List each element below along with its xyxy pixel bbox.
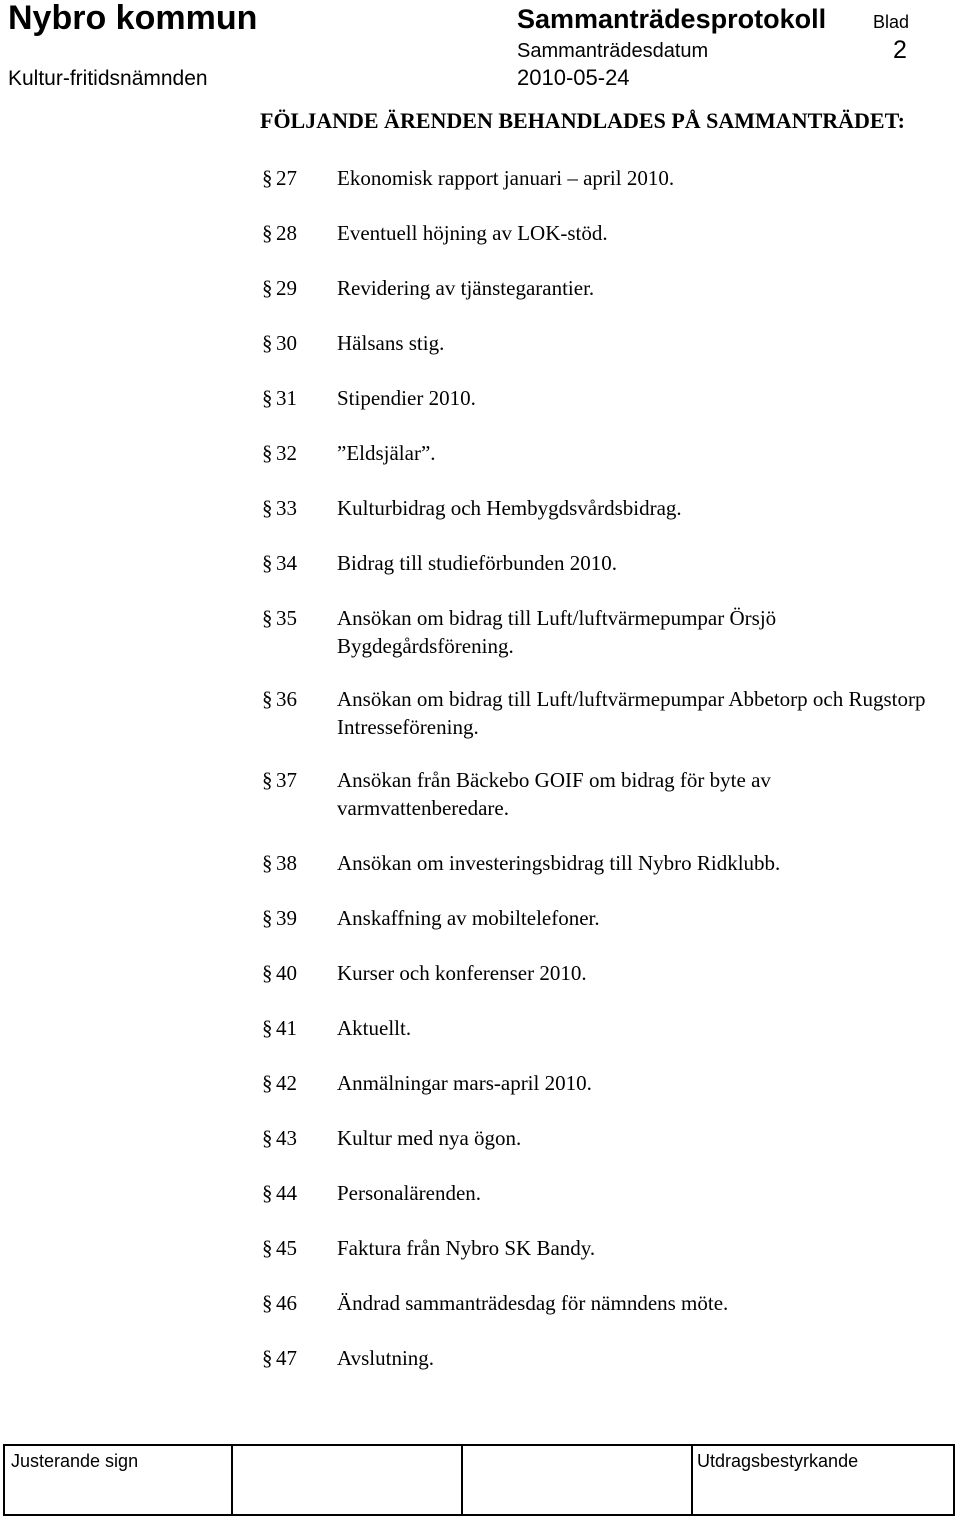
agenda-item-text: Revidering av tjänstegarantier. (337, 276, 595, 300)
agenda-item (262, 494, 942, 522)
section-symbol: § (262, 221, 273, 245)
agenda-item-number: 46 (276, 1291, 297, 1315)
agenda-item-text: Ansökan om bidrag till Luft/luftvärmepumpar Abbetorp och Rugstorp Intresseförening. (337, 687, 926, 739)
agenda-item-number: 31 (276, 386, 297, 410)
section-symbol: § (262, 1236, 273, 1260)
agenda-item-text: Ekonomisk rapport januari – april 2010. (337, 166, 675, 190)
agenda-item-number: 39 (276, 906, 297, 930)
agenda-item-number: 42 (276, 1071, 297, 1095)
agenda-item-number: 30 (276, 331, 297, 355)
agenda-item-number: 36 (276, 687, 297, 711)
agenda-item (262, 219, 942, 247)
agenda-item (262, 1124, 942, 1152)
section-symbol: § (262, 768, 273, 792)
agenda-item (262, 959, 942, 987)
agenda-item (262, 549, 942, 577)
page-label: Blad (873, 12, 910, 32)
page-number: 2 (893, 36, 907, 64)
agenda-item-number: 43 (276, 1126, 297, 1150)
section-symbol: § (262, 1071, 273, 1095)
meeting-date-label: Sammanträdesdatum (517, 40, 709, 62)
agenda-item (262, 604, 942, 660)
agenda-item-number: 47 (276, 1346, 297, 1370)
agenda-item-text: Anmälningar mars-april 2010. (337, 1071, 592, 1095)
section-symbol: § (262, 687, 273, 711)
signature-cell-1 (5, 1446, 233, 1514)
agenda-item-text: Faktura från Nybro SK Bandy. (337, 1236, 596, 1260)
signature-cell-3 (463, 1446, 693, 1514)
agenda-item-number: 41 (276, 1016, 297, 1040)
agenda-item (262, 439, 942, 467)
agenda-item-text: Kurser och konferenser 2010. (337, 961, 587, 985)
agenda-item (262, 1289, 942, 1317)
agenda-item-text: Ansökan om bidrag till Luft/luftvärmepumpar Örsjö Bygdegårdsförening. (337, 606, 777, 658)
agenda-item-number: 44 (276, 1181, 297, 1205)
agenda-item-text: Personalärenden. (337, 1181, 482, 1205)
agenda-item (262, 849, 942, 877)
section-symbol: § (262, 1181, 273, 1205)
agenda-item (262, 766, 942, 822)
section-symbol: § (262, 606, 273, 630)
agenda-item-text: Eventuell höjning av LOK-stöd. (337, 221, 608, 245)
agenda-item-text: Ändrad sammanträdesdag för nämndens möte. (337, 1291, 729, 1315)
meeting-date-value: 2010-05-24 (517, 65, 630, 90)
department-name: Kultur-fritidsnämnden (8, 67, 208, 90)
agenda-item-text: Kulturbidrag och Hembygdsvårdsbidrag. (337, 496, 682, 520)
document-type: Sammanträdesprotokoll (517, 4, 827, 34)
agenda-item-text: Hälsans stig. (337, 331, 445, 355)
section-symbol: § (262, 961, 273, 985)
section-symbol: § (262, 276, 273, 300)
section-symbol: § (262, 1126, 273, 1150)
section-symbol: § (262, 331, 273, 355)
signature-cell-2 (233, 1446, 463, 1514)
utdragsbestyrkande-label: Utdragsbestyrkande (697, 1451, 859, 1471)
section-symbol: § (262, 166, 273, 190)
agenda-item-number: 33 (276, 496, 297, 520)
agenda-item-number: 40 (276, 961, 297, 985)
agenda-item (262, 164, 942, 192)
agenda-item-number: 37 (276, 768, 297, 792)
agenda-item-text: Avslutning. (337, 1346, 435, 1370)
agenda-item (262, 1234, 942, 1262)
agenda-item-text: Ansökan från Bäckebo GOIF om bidrag för byte av varmvattenberedare. (337, 768, 771, 820)
agenda-item-text: Aktuellt. (337, 1016, 412, 1040)
section-symbol: § (262, 441, 273, 465)
agenda-item-number: 32 (276, 441, 297, 465)
certified-cell (693, 1446, 953, 1514)
agenda-item (262, 1014, 942, 1042)
section-symbol: § (262, 906, 273, 930)
agenda-item-text: Ansökan om investeringsbidrag till Nybro Ridklubb. (337, 851, 781, 875)
agenda-item-number: 27 (276, 166, 297, 190)
agenda-item-text: Stipendier 2010. (337, 386, 476, 410)
municipality-name: Nybro kommun (8, 0, 258, 37)
signature-footer (3, 1444, 955, 1516)
agenda-item (262, 1344, 942, 1372)
agenda-heading: FÖLJANDE ÄRENDEN BEHANDLADES PÅ SAMMANTRÄDET: (260, 108, 905, 133)
agenda-item-number: 28 (276, 221, 297, 245)
agenda-item (262, 1069, 942, 1097)
section-symbol: § (262, 1346, 273, 1370)
section-symbol: § (262, 1291, 273, 1315)
section-symbol: § (262, 551, 273, 575)
agenda-item-number: 45 (276, 1236, 297, 1260)
agenda-item (262, 1179, 942, 1207)
section-symbol: § (262, 1016, 273, 1040)
agenda-item-text: Bidrag till studieförbunden 2010. (337, 551, 617, 575)
section-symbol: § (262, 496, 273, 520)
agenda-item (262, 904, 942, 932)
agenda-item (262, 685, 942, 741)
agenda-item (262, 329, 942, 357)
agenda-item-number: 38 (276, 851, 297, 875)
agenda-item-number: 34 (276, 551, 297, 575)
section-symbol: § (262, 386, 273, 410)
agenda-item-number: 35 (276, 606, 297, 630)
agenda-item-text: Kultur med nya ögon. (337, 1126, 522, 1150)
agenda-item-text: Anskaffning av mobiltelefoner. (337, 906, 600, 930)
agenda-item (262, 384, 942, 412)
agenda-item (262, 274, 942, 302)
agenda-item-text: ”Eldsjälar”. (337, 441, 436, 465)
justerande-sign-label: Justerande sign (11, 1451, 139, 1471)
section-symbol: § (262, 851, 273, 875)
agenda-item-number: 29 (276, 276, 297, 300)
